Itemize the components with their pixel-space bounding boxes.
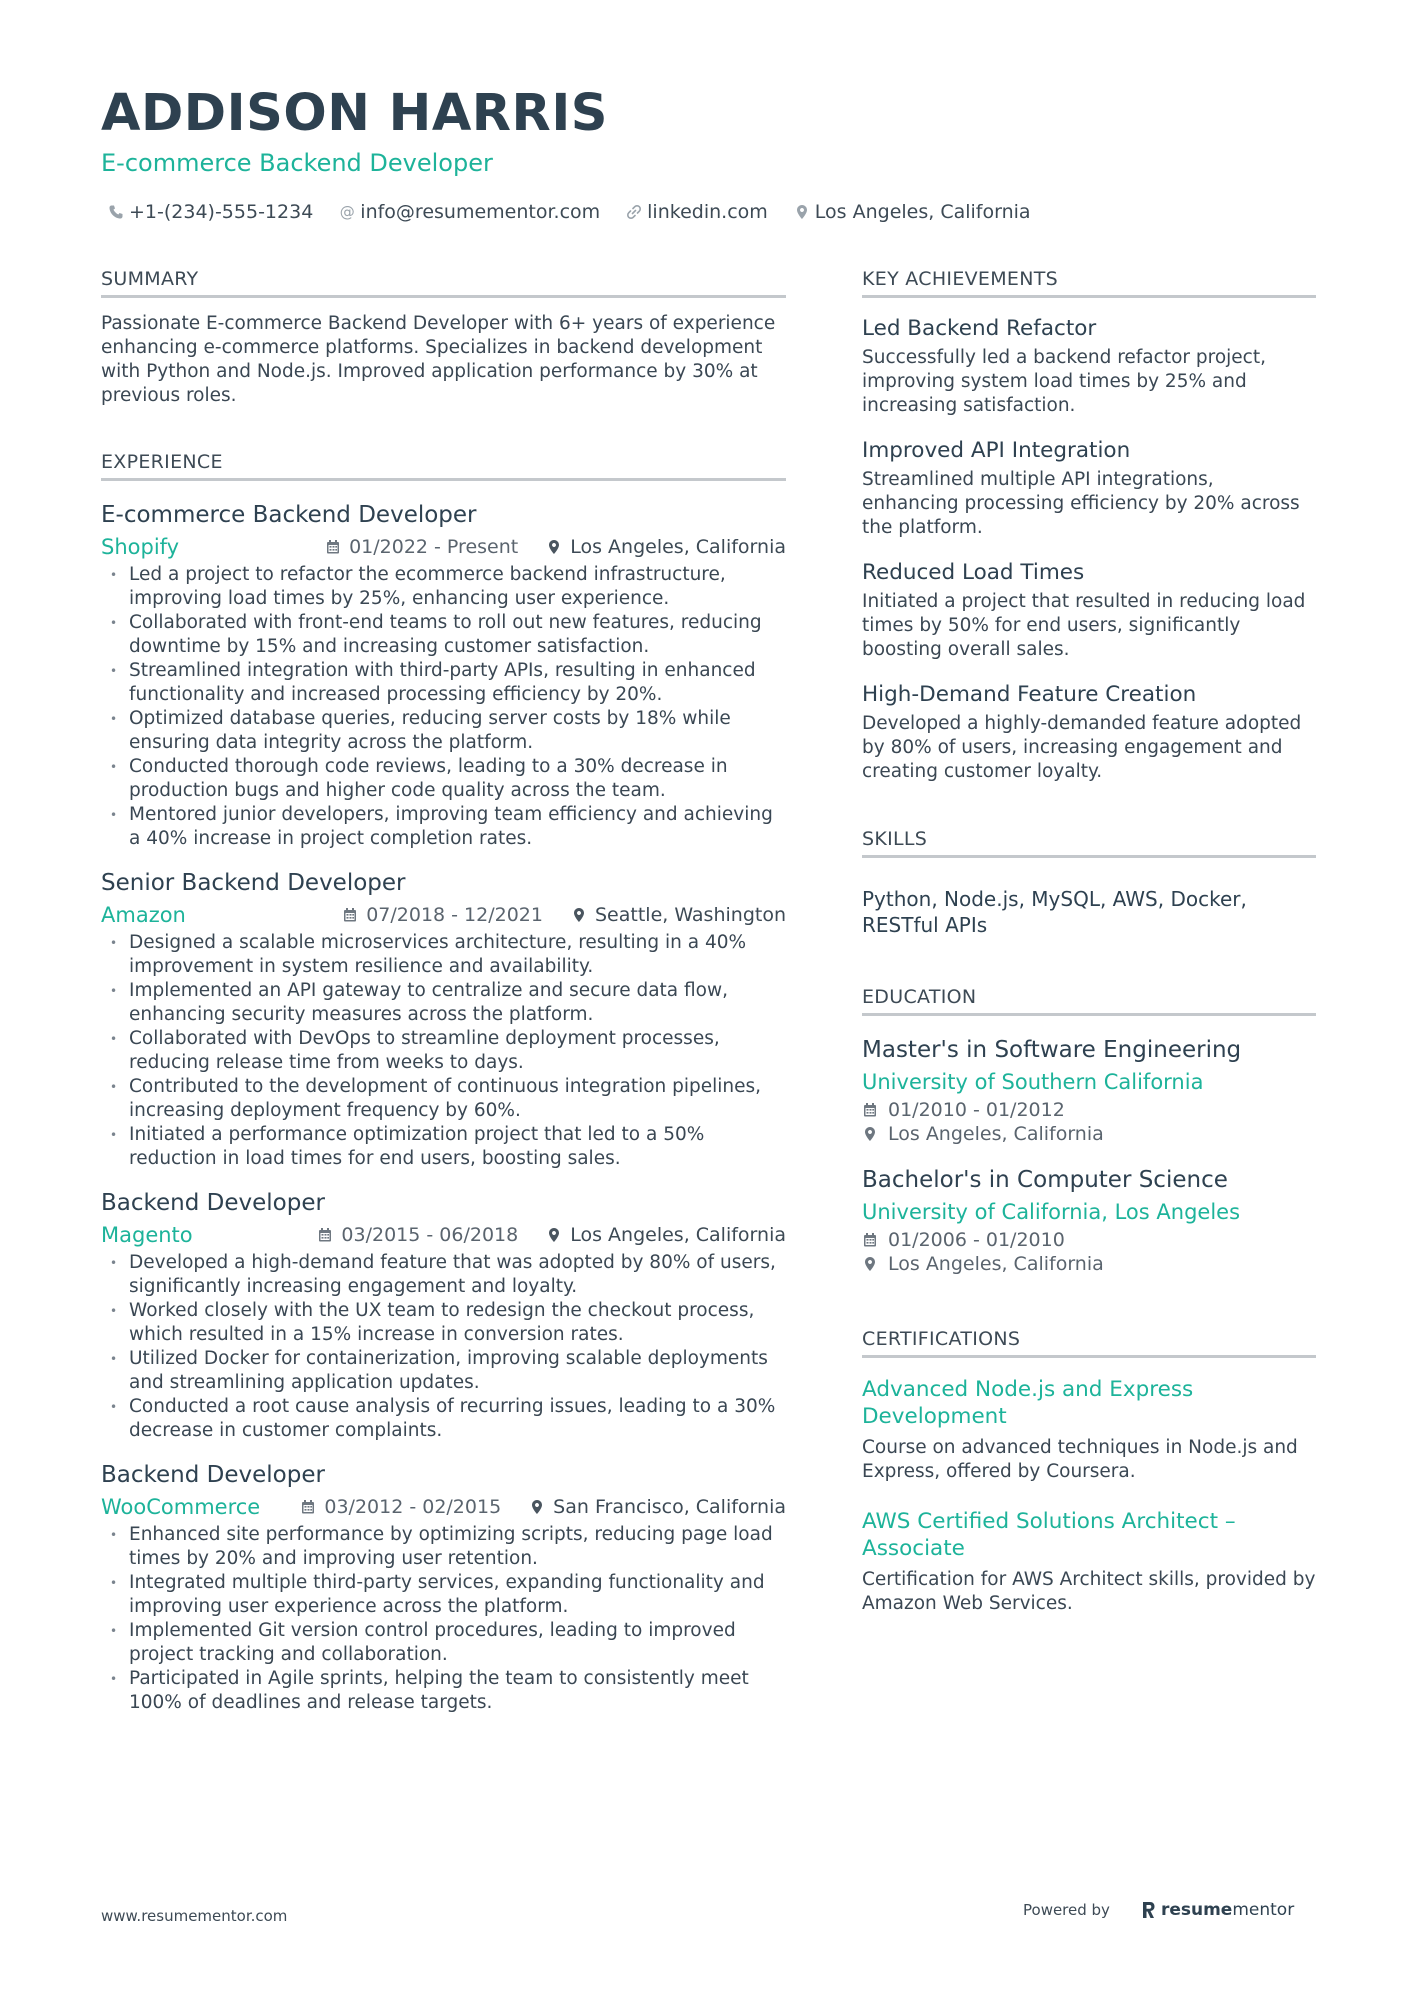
education-dates: 01/2006 - 01/2010 <box>862 1228 1316 1252</box>
brand-name-light: mentor <box>1232 1900 1295 1920</box>
summary-text: Passionate E-commerce Backend Developer with 6+ years of experience enhancing e-commerce platforms. Specializes in backend development with Python and Node.js. Improved application performance by 30% at previous roles. <box>101 313 776 406</box>
job-bullet: • Initiated a performance optimization project that led to a 50% reduction in load times for end users, boosting sales. <box>101 1123 786 1171</box>
location-pin-icon <box>571 907 587 923</box>
job-bullet: • Collaborated with DevOps to streamline deployment processes, reducing release time from weeks to days. <box>101 1027 786 1075</box>
job-bullet: • Designed a scalable microservices architecture, resulting in a 40% improvement in system resilience and availability. <box>101 931 786 979</box>
location-pin-icon <box>862 1126 878 1142</box>
job-title: Senior Backend Developer <box>101 870 406 896</box>
certification-title: Advanced Node.js and Express Development <box>862 1377 1194 1429</box>
certification-item <box>862 1508 1316 1616</box>
job-bullet: • Worked closely with the UX team to redesign the checkout process, which resulted in a 15% increase in conversion rates. <box>101 1299 786 1347</box>
job-bullets <box>101 931 786 1171</box>
job-bullet: • Led a project to refactor the ecommerce backend infrastructure, improving load times by 25%, enhancing user experience. <box>101 563 786 611</box>
skills-heading: SKILLS <box>862 828 1316 858</box>
candidate-role: E-commerce Backend Developer <box>101 149 493 177</box>
powered-by-label: Powered by <box>1023 1901 1110 1919</box>
education-section <box>862 986 1316 1276</box>
job-location: Los Angeles, California <box>546 1224 786 1246</box>
skills-section <box>862 828 1316 938</box>
experience-section <box>101 451 786 1715</box>
school-name: University of Southern California <box>862 1070 1204 1094</box>
education-item <box>862 1034 1316 1146</box>
school-name: University of California, Los Angeles <box>862 1200 1241 1224</box>
company-name: Shopify <box>101 535 180 559</box>
achievement-description: Initiated a project that resulted in reducing load times by 50% for end users, significantly boosting overall sales. <box>862 591 1306 660</box>
job-meta <box>101 1219 786 1251</box>
job-bullet: • Integrated multiple third-party services, expanding functionality and improving user experience across the platform. <box>101 1571 786 1619</box>
job-meta <box>101 531 786 563</box>
link-icon <box>626 204 642 220</box>
certification-title: AWS Certified Solutions Architect – Associate <box>862 1509 1236 1561</box>
location-pin-icon <box>529 1499 545 1515</box>
job-meta <box>101 899 786 931</box>
location-pin-icon <box>546 539 562 555</box>
education-location: Los Angeles, California <box>862 1122 1316 1146</box>
at-icon: @ <box>339 203 355 221</box>
experience-heading: EXPERIENCE <box>101 451 786 481</box>
phone-icon <box>108 204 124 220</box>
left-column <box>101 268 786 1715</box>
job-title: E-commerce Backend Developer <box>101 502 477 528</box>
certification-description: Certification for AWS Architect skills, provided by Amazon Web Services. <box>862 1569 1316 1614</box>
degree-title: Master's in Software Engineering <box>862 1037 1242 1063</box>
brand-logo[interactable] <box>1140 1900 1294 1920</box>
job-entry <box>101 499 786 851</box>
job-location: San Francisco, California <box>529 1496 786 1518</box>
job-bullets <box>101 563 786 851</box>
location-pin-icon <box>546 1227 562 1243</box>
calendar-icon <box>862 1102 878 1118</box>
company-name: Amazon <box>101 903 186 927</box>
calendar-icon <box>342 907 358 923</box>
achievement-description: Successfully led a backend refactor project, improving system load times by 25% and increasing satisfaction. <box>862 347 1266 416</box>
job-dates: 07/2018 - 12/2021 <box>342 904 543 926</box>
job-bullet: • Contributed to the development of continuous integration pipelines, increasing deployment frequency by 60%. <box>101 1075 786 1123</box>
job-bullets <box>101 1523 786 1715</box>
summary-section <box>101 268 786 408</box>
resumementor-logo-icon <box>1140 1900 1156 1920</box>
achievement-item <box>862 314 1316 418</box>
job-bullet: • Implemented Git version control procedures, leading to improved project tracking and collaboration. <box>101 1619 786 1667</box>
calendar-icon <box>317 1227 333 1243</box>
achievement-item <box>862 558 1316 662</box>
job-bullet: • Developed a high-demand feature that was adopted by 80% of users, significantly increasing engagement and loyalty. <box>101 1251 786 1299</box>
contact-email-text: info@resumementor.com <box>360 201 601 223</box>
job-bullet: • Mentored junior developers, improving team efficiency and achieving a 40% increase in project completion rates. <box>101 803 786 851</box>
job-title: Backend Developer <box>101 1462 325 1488</box>
skills-list: Python, Node.js, MySQL, AWS, Docker, RESTful APIs <box>862 887 1247 937</box>
job-bullet: • Utilized Docker for containerization, improving scalable deployments and streamlining application updates. <box>101 1347 786 1395</box>
achievement-title: High-Demand Feature Creation <box>862 682 1197 707</box>
brand-name-bold: resume <box>1160 1900 1233 1920</box>
contact-email[interactable] <box>339 201 600 223</box>
summary-heading: SUMMARY <box>101 268 786 298</box>
achievement-title: Reduced Load Times <box>862 560 1085 585</box>
job-entry <box>101 1187 786 1443</box>
job-entry <box>101 867 786 1171</box>
contact-linkedin[interactable] <box>626 201 768 223</box>
contact-bar <box>108 199 1057 225</box>
job-bullet: • Streamlined integration with third-party APIs, resulting in enhanced functionality and increased processing efficiency by 20%. <box>101 659 786 707</box>
certification-description: Course on advanced techniques in Node.js and Express, offered by Coursera. <box>862 1437 1298 1482</box>
certifications-heading: CERTIFICATIONS <box>862 1328 1316 1358</box>
contact-phone-text: +1-(234)-555-1234 <box>129 201 314 223</box>
location-pin-icon <box>794 204 810 220</box>
degree-title: Bachelor's in Computer Science <box>862 1167 1228 1193</box>
job-bullet: • Optimized database queries, reducing server costs by 18% while ensuring data integrity across the platform. <box>101 707 786 755</box>
education-dates: 01/2010 - 01/2012 <box>862 1098 1316 1122</box>
location-pin-icon <box>862 1256 878 1272</box>
calendar-icon <box>862 1232 878 1248</box>
job-dates: 03/2012 - 02/2015 <box>300 1496 501 1518</box>
job-bullets <box>101 1251 786 1443</box>
job-dates: 03/2015 - 06/2018 <box>317 1224 518 1246</box>
achievement-item <box>862 680 1316 784</box>
job-title: Backend Developer <box>101 1190 325 1216</box>
calendar-icon <box>325 539 341 555</box>
job-bullet: • Conducted a root cause analysis of recurring issues, leading to a 30% decrease in customer complaints. <box>101 1395 786 1443</box>
job-bullet: • Collaborated with front-end teams to roll out new features, reducing downtime by 15% and increasing customer satisfaction. <box>101 611 786 659</box>
job-bullet: • Conducted thorough code reviews, leading to a 30% decrease in production bugs and higher code quality across the team. <box>101 755 786 803</box>
achievement-description: Streamlined multiple API integrations, enhancing processing efficiency by 20% across the platform. <box>862 469 1300 538</box>
achievements-section <box>862 268 1316 784</box>
contact-phone[interactable] <box>108 201 313 223</box>
job-bullet: • Implemented an API gateway to centralize and secure data flow, enhancing security measures across the platform. <box>101 979 786 1027</box>
job-location: Seattle, Washington <box>571 904 786 926</box>
company-name: WooCommerce <box>101 1495 261 1519</box>
education-heading: EDUCATION <box>862 986 1316 1016</box>
contact-linkedin-text: linkedin.com <box>647 201 768 223</box>
job-entry <box>101 1459 786 1715</box>
education-item <box>862 1164 1316 1276</box>
right-column <box>862 268 1316 1616</box>
footer-website[interactable]: www.resumementor.com <box>101 1907 288 1925</box>
certification-item <box>862 1376 1316 1484</box>
job-bullet: • Enhanced site performance by optimizing scripts, reducing page load times by 20% and improving user retention. <box>101 1523 786 1571</box>
achievement-title: Improved API Integration <box>862 438 1131 463</box>
job-bullet: • Participated in Agile sprints, helping the team to consistently meet 100% of deadlines and release targets. <box>101 1667 786 1715</box>
certifications-section <box>862 1328 1316 1616</box>
candidate-name: ADDISON HARRIS <box>101 84 609 143</box>
education-location: Los Angeles, California <box>862 1252 1316 1276</box>
achievement-item <box>862 436 1316 540</box>
achievements-heading: KEY ACHIEVEMENTS <box>862 268 1316 298</box>
contact-location <box>794 201 1031 223</box>
job-dates: 01/2022 - Present <box>325 536 518 558</box>
achievement-title: Led Backend Refactor <box>862 316 1097 341</box>
contact-location-text: Los Angeles, California <box>814 201 1031 223</box>
job-meta <box>101 1491 786 1523</box>
calendar-icon <box>300 1499 316 1515</box>
job-location: Los Angeles, California <box>546 536 786 558</box>
company-name: Magento <box>101 1223 193 1247</box>
achievement-description: Developed a highly-demanded feature adopted by 80% of users, increasing engagement and creating customer loyalty. <box>862 713 1302 782</box>
footer-branding <box>1023 1900 1294 1920</box>
